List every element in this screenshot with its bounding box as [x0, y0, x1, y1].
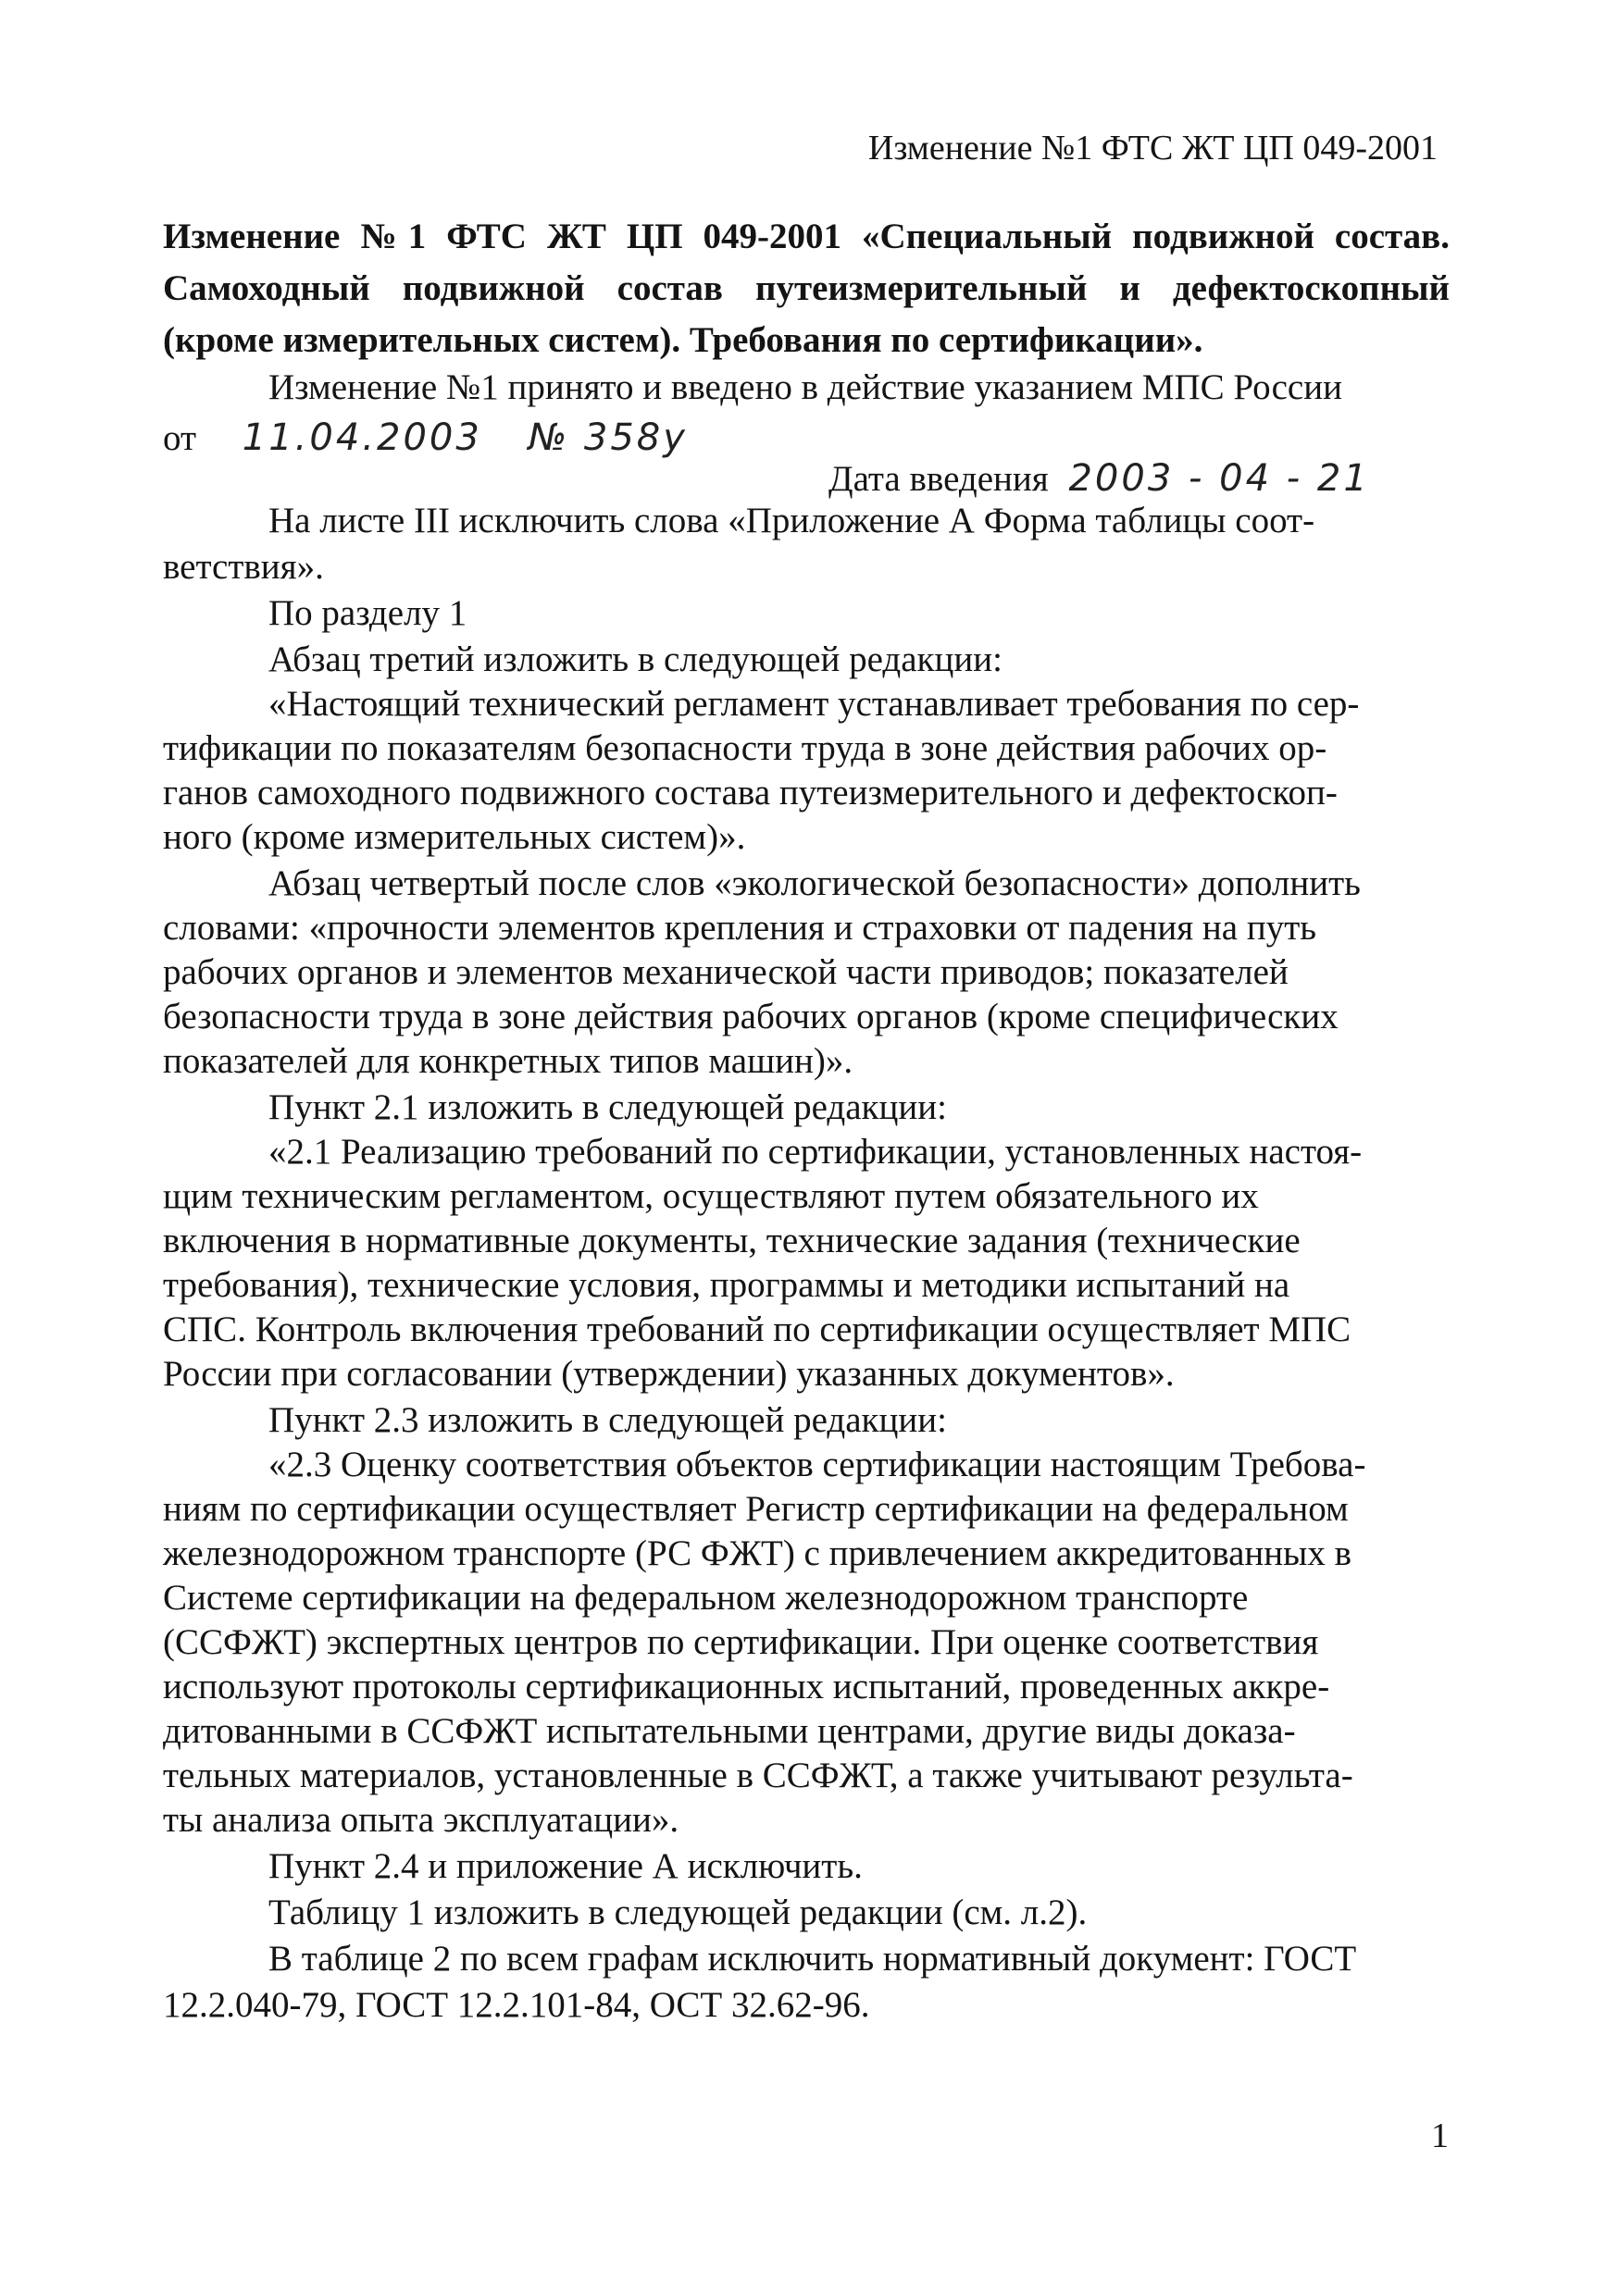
body-line: «2.1 Реализацию требований по сертификации, установленных настоя-: [268, 1132, 1363, 1172]
handwritten-date: 11.04.2003: [242, 416, 482, 459]
body-line: дитованными в ССФЖТ испытательными центрами, другие виды доказа-: [163, 1711, 1296, 1751]
running-header: Изменение №1 ФТС ЖТ ЦП 049-2001: [867, 129, 1438, 168]
body-line: Абзац третий изложить в следующей редакции:: [268, 639, 1003, 679]
intro-date-line: [828, 457, 1370, 500]
document-title: Изменение №1 ФТС ЖТ ЦП 049-2001 «Специальный подвижной состав. Самоходный подвижной состав путеизмерительный и дефектоскопный (кроме измерительных систем). Требования по сертификации».: [163, 217, 1450, 360]
body-line: тельных материалов, установленные в ССФЖТ, а также учитывают результа-: [163, 1756, 1353, 1795]
body-line: железнодорожном транспорте (РС ФЖТ) с привлечением аккредитованных в: [163, 1533, 1352, 1573]
body-line: 12.2.040-79, ГОСТ 12.2.101-84, ОСТ 32.62-96.: [163, 1985, 870, 2025]
body-line: России при согласовании (утверждении) указанных документов».: [163, 1354, 1175, 1394]
body-line: ниям по сертификации осуществляет Регистр сертификации на федеральном: [163, 1489, 1349, 1529]
body-line: ганов самоходного подвижного состава путеизмерительного и дефектоскоп-: [163, 773, 1338, 813]
ot-label: от: [163, 418, 197, 458]
order-line: [163, 416, 688, 459]
body-line: Таблицу 1 изложить в следующей редакции (см. л.2).: [268, 1893, 1088, 1932]
intro-line: Изменение №1 принято и введено в действие указанием МПС России: [268, 367, 1342, 407]
page-number: 1: [1431, 2116, 1449, 2155]
body-line: рабочих органов и элементов механической части приводов; показателей: [163, 952, 1289, 992]
body-line: «Настоящий технический регламент устанавливает требования по сер-: [268, 684, 1360, 724]
body-line: (ССФЖТ) экспертных центров по сертификации. При оценке соответствия: [163, 1622, 1319, 1662]
intro-date-label: Дата введения: [828, 459, 1049, 499]
body-line: показателей для конкретных типов машин)».: [163, 1041, 853, 1081]
body-line: включения в нормативные документы, технические задания (технические: [163, 1221, 1301, 1260]
body-line: Абзац четвертый после слов «экологической безопасности» дополнить: [268, 863, 1361, 903]
handwritten-number: № 358у: [528, 416, 688, 459]
body-line: словами: «прочности элементов крепления и страховки от падения на путь: [163, 908, 1317, 948]
body-line: тификации по показателям безопасности труда в зоне действия рабочих ор-: [163, 728, 1327, 768]
body-line: «2.3 Оценку соответствия объектов сертификации настоящим Требова-: [268, 1445, 1366, 1484]
body-line: ного (кроме измерительных систем)».: [163, 817, 746, 857]
body-line: Пункт 2.4 и приложение А исключить.: [268, 1846, 863, 1886]
body-line: ветствия».: [163, 547, 324, 587]
body-line: СПС. Контроль включения требований по сертификации осуществляет МПС: [163, 1309, 1351, 1349]
handwritten-intro-date: 2003 - 04 - 21: [1068, 457, 1370, 500]
body-line: По разделу 1: [268, 593, 467, 633]
body-line: Пункт 2.3 изложить в следующей редакции:: [268, 1400, 947, 1440]
body-line: Пункт 2.1 изложить в следующей редакции:: [268, 1087, 947, 1127]
body-line: Системе сертификации на федеральном железнодорожном транспорте: [163, 1578, 1249, 1618]
body-line: используют протоколы сертификационных испытаний, проведенных аккре-: [163, 1667, 1330, 1706]
body-line: требования), технические условия, программы и методики испытаний на: [163, 1265, 1290, 1305]
body-line: ты анализа опыта эксплуатации».: [163, 1800, 679, 1840]
body-line: На листе III исключить слова «Приложение А Форма таблицы соот-: [268, 501, 1315, 540]
body-line: В таблице 2 по всем графам исключить нормативный документ: ГОСТ: [268, 1939, 1357, 1979]
body-line: безопасности труда в зоне действия рабочих органов (кроме специфических: [163, 997, 1339, 1036]
body-line: щим техническим регламентом, осуществляют путем обязательного их: [163, 1176, 1259, 1216]
